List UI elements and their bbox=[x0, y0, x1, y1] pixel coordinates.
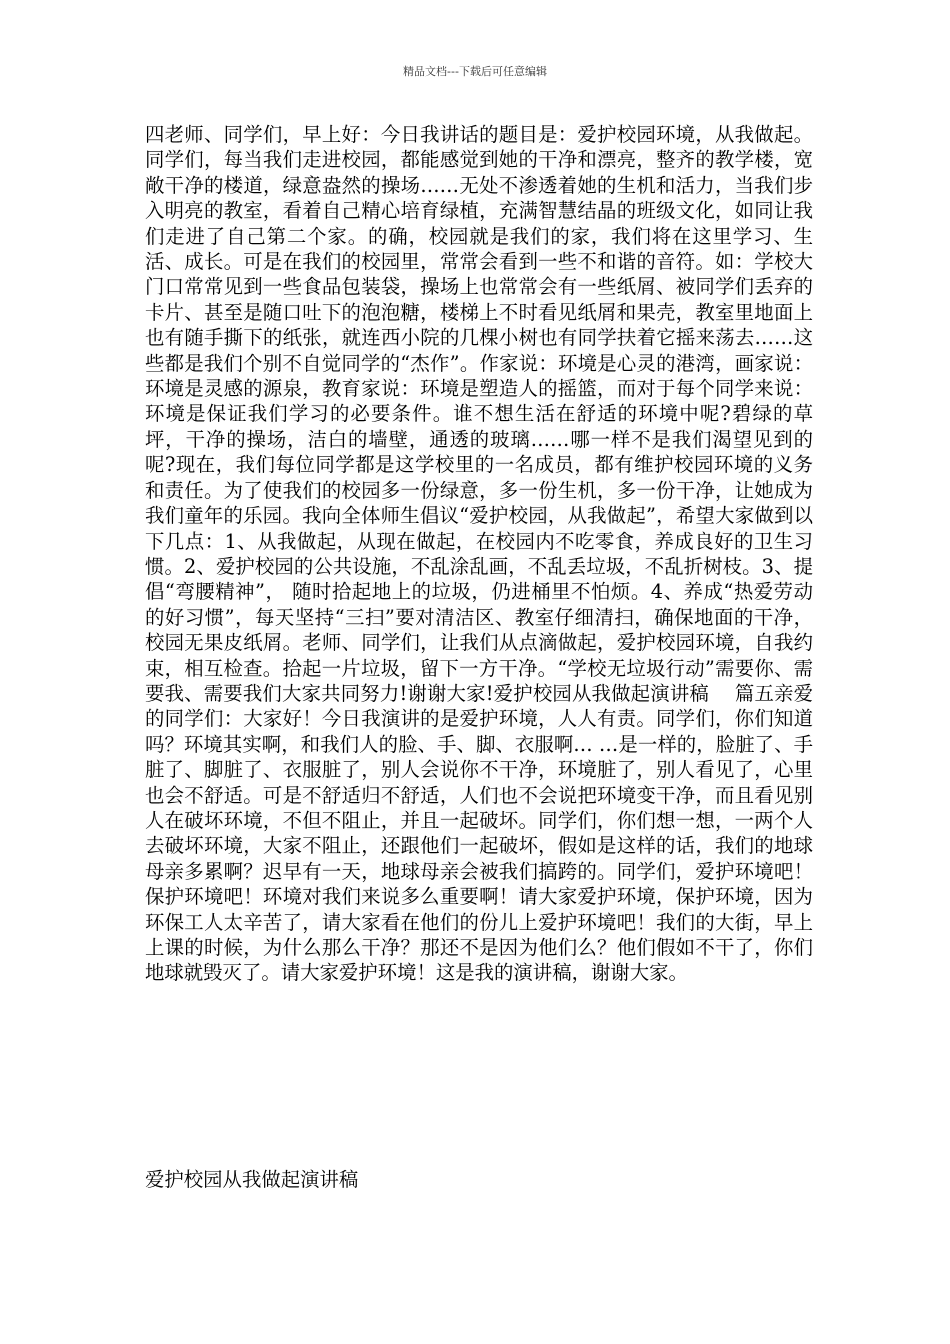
speech-body-text: 四老师、同学们，早上好：今日我讲话的题目是：爱护校园环境，从我做起。同学们，每当我们走进校园，都能感觉到她的干净和漂亮，整齐的教学楼，宽敞干净的楼道，绿意盎然的操场……无处不渗透着她的生机和活力，当我们步入明亮的教室，看着自己精心培育绿植，充满智慧结晶的班级文化，如同让我们走进了自己第二个家。的确，校园就是我们的家，我们将在这里学习、生活、成长。可是在我们的校园里，常常会看到一些不和谐的音符。如：学校大门口常常见到一些食品包装袋，操场上也常常会有一些纸屑、被同学们丢弃的卡片、甚至是随口吐下的泡泡糖，楼梯上不时看见纸屑和果壳，教室里地面上也有随手撕下的纸张，就连西小院的几棵小树也有同学扶着它摇来荡去……这些都是我们个别不自觉同学的“杰作”。作家说：环境是心灵的港湾，画家说：环境是灵感的源泉，教育家说：环境是塑造人的摇篮，而对于每个同学来说：环境是保证我们学习的必要条件。谁不想生活在舒适的环境中呢?碧绿的草坪，干净的操场，洁白的墙壁，通透的玻璃……哪一样不是我们渴望见到的呢?现在，我们每位同学都是这学校里的一名成员，都有维护校园环境的义务和责任。为了使我们的校园多一份绿意，多一份生机，多一份干净，让她成为我们童年的乐园。我向全体师生倡议“爱护校园，从我做起”，希望大家做到以下几点：1、从我做起，从现在做起，在校园内不吃零食，养成良好的卫生习惯。2、爱护校园的公共设施，不乱涂乱画，不乱丢垃圾，不乱折树枝。3、提倡“弯腰精神”， 随时拾起地上的垃圾，仍进桶里不怕烦。4、养成“热爱劳动的好习惯”，每天坚持“三扫”要对清洁区、教室仔细清扫，确保地面的干净，校园无果皮纸屑。老师、同学们，让我们从点滴做起，爱护校园环境，自我约束，相互检查。拾起一片垃圾，留下一方干净。“学校无垃圾行动”需要你、需要我、需要我们大家共同努力!谢谢大家!爱护校园从我做起演讲稿 篇五亲爱的同学们：大家好！今日我演讲的是爱护环境，人人有责。同学们，你们知道吗？环境其实啊，和我们人的脸、手、脚、衣服啊… …是一样的，脸脏了、手脏了、脚脏了、衣服脏了，别人会说你不干净，环境脏了，别人看见了，心里也会不舒适。可是不舒适归不舒适，人们也不会说把环境变干净，而且看见别人在破坏环境，不但不阻止，并且一起破坏。同学们，你们想一想，一两个人去破坏环境，大家不阻止，还跟他们一起破坏，假如是这样的话，我们的地球母亲多累啊？迟早有一天，地球母亲会被我们搞跨的。同学们，爱护环境吧！保护环境吧！环境对我们来说多么重要啊！请大家爱护环境，保护环境，因为环保工人太辛苦了，请大家看在他们的份儿上爱护环境吧！我们的大街，早上上课的时候，为什么那么干净？那还不是因为他们么？他们假如不干了，你们地球就毁灭了。请大家爱护环境！这是我的演讲稿，谢谢大家。 bbox=[145, 123, 813, 985]
document-title: 爱护校园从我做起演讲稿 bbox=[145, 1168, 359, 1191]
page-header: 精品文档---下载后可任意编辑 bbox=[403, 65, 547, 78]
